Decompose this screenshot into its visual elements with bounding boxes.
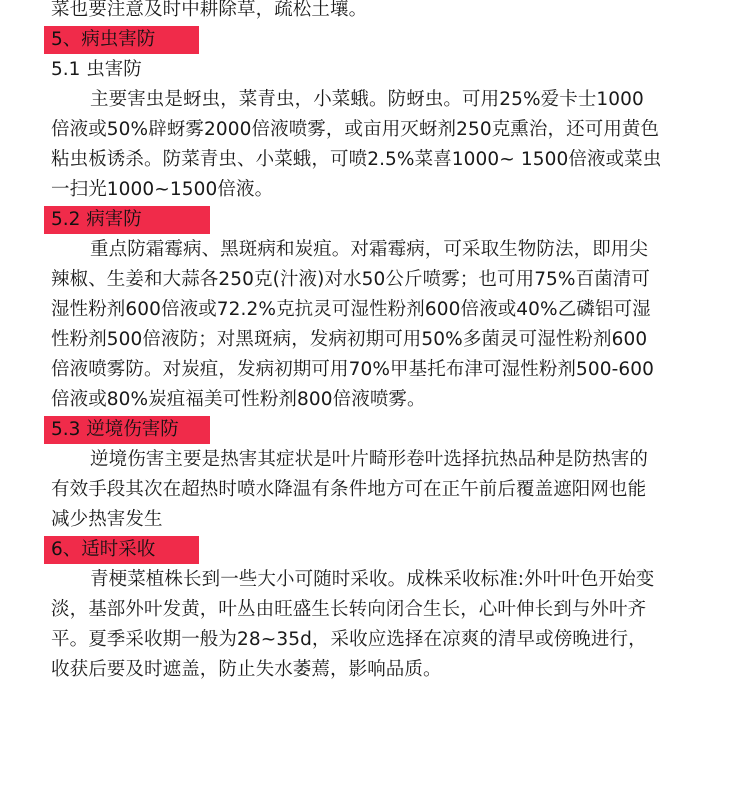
section-6-heading: 6、适时采收 [51,539,156,560]
subsection-5-3-heading-bar [44,416,210,444]
subsection-5-2-heading-bar [44,206,210,234]
paragraph-line: 性粉剂500倍液防；对黑斑病，发病初期可用50%多菌灵可湿性粉剂600 [51,329,648,350]
paragraph-line: 收获后要及时遮盖，防止失水萎蔫，影响品质。 [51,659,442,680]
section-5-heading: 5、病虫害防 [51,29,156,50]
subsection-5-2-heading: 5.2 病害防 [51,209,142,230]
section-6-heading-bar [44,536,199,564]
paragraph-line: 粘虫板诱杀。防菜青虫、小菜蛾，可喷2.5%菜喜1000~ 1500倍液或菜虫 [51,149,662,170]
section-5-heading-bar [44,26,199,54]
paragraph-line: 青梗菜植株长到一些大小可随时采收。成株采收标准:外叶叶色开始变 [90,569,655,590]
paragraph-line: 倍液或80%炭疽福美可性粉剂800倍液喷雾。 [51,389,426,410]
paragraph-line: 主要害虫是蚜虫，菜青虫，小菜蛾。防蚜虫。可用25%爱卡士1000 [90,89,644,110]
paragraph-line: 平。夏季采收期一般为28~35d，采收应选择在凉爽的清早或傍晚进行， [51,629,647,650]
intro-text-line: 菜也要注意及时中耕除草，疏松土壤。 [51,0,368,20]
paragraph-line: 湿性粉剂600倍液或72.2%克抗灵可湿性粉剂600倍液或40%乙磷铝可湿 [51,299,651,320]
paragraph-line: 逆境伤害主要是热害其症状是叶片畸形卷叶选择抗热品种是防热害的 [90,449,649,470]
paragraph-line: 一扫光1000~1500倍液。 [51,179,274,200]
paragraph-line: 有效手段其次在超热时喷水降温有条件地方可在正午前后覆盖遮阳网也能 [51,479,647,500]
paragraph-line: 倍液或50%辟蚜雾2000倍液喷雾，或亩用灭蚜剂250克熏治，还可用黄色 [51,119,660,140]
paragraph-line: 倍液喷雾防。对炭疽，发病初期可用70%甲基托布津可湿性粉剂500-600 [51,359,655,380]
paragraph-line: 淡，基部外叶发黄，叶丛由旺盛生长转向闭合生长，心叶伸长到与外叶齐 [51,599,647,620]
subsection-5-1-heading: 5.1 虫害防 [51,59,142,80]
paragraph-line: 重点防霜霉病、黑斑病和炭疽。对霜霉病，可采取生物防法，即用尖 [90,239,649,260]
paragraph-line: 减少热害发生 [51,509,163,530]
paragraph-line: 辣椒、生姜和大蒜各250克(汁液)对水50公斤喷雾；也可用75%百菌清可 [51,269,651,290]
subsection-5-3-heading: 5.3 逆境伤害防 [51,419,179,440]
